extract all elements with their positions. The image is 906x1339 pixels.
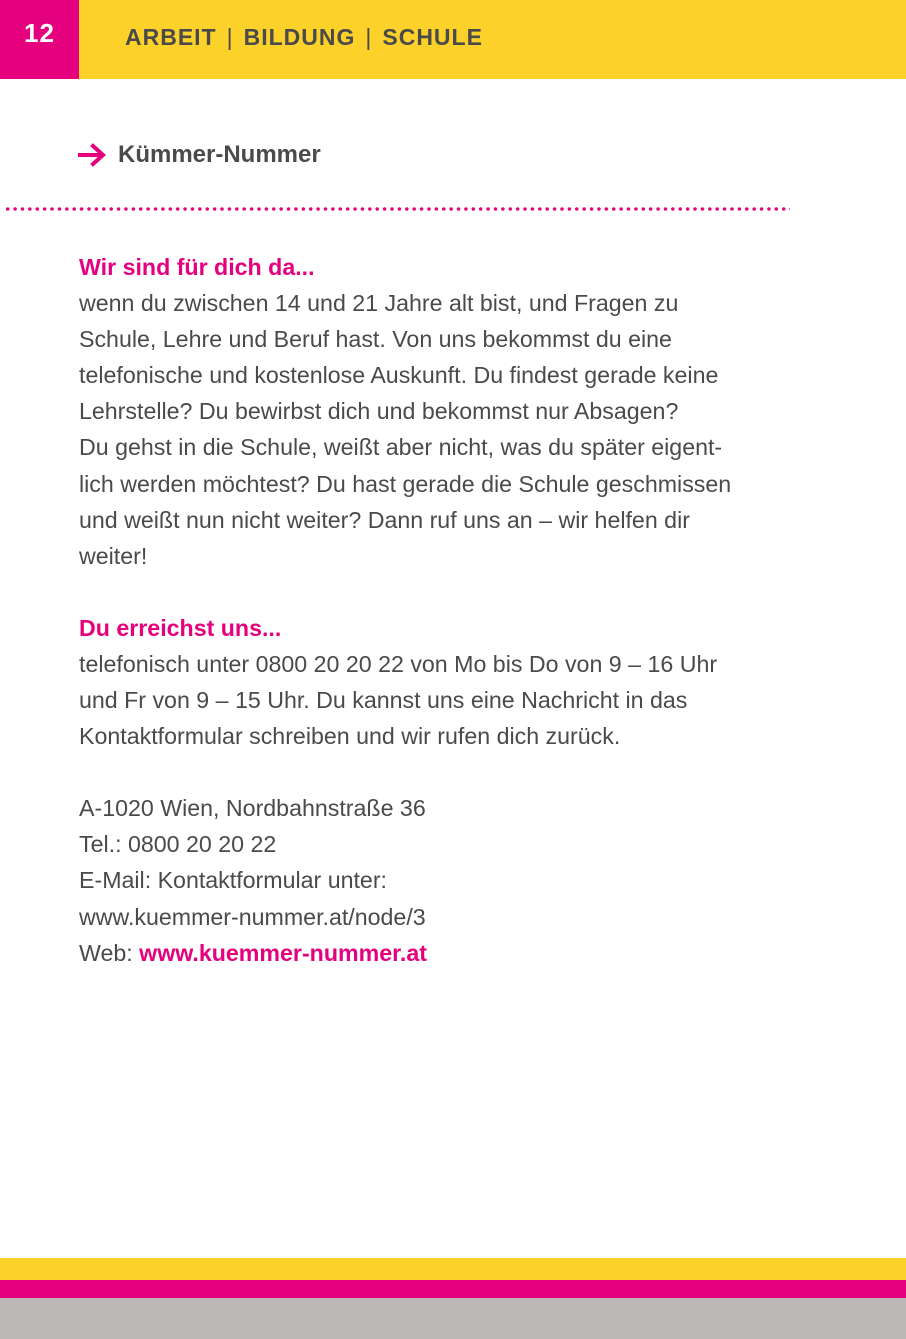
body-line: und weißt nun nicht weiter? Dann ruf uns an – wir helfen dir bbox=[79, 506, 690, 533]
spacer bbox=[79, 574, 799, 610]
body-line: und Fr von 9 – 15 Uhr. Du kannst uns eine Nachricht in das bbox=[79, 687, 688, 714]
footer-stripe-yellow bbox=[0, 1258, 906, 1280]
body-line: Kontaktformular schreiben und wir rufen dich zurück. bbox=[79, 723, 621, 750]
heading-du-erreichst-uns: Du erreichst uns... bbox=[79, 614, 282, 641]
breadcrumb-item-schule: SCHULE bbox=[382, 24, 483, 50]
arrow-right-icon bbox=[78, 142, 108, 168]
body-line: telefonisch unter 0800 20 20 22 von Mo bis Do von 9 – 16 Uhr bbox=[79, 650, 718, 677]
breadcrumb-separator: | bbox=[365, 24, 373, 50]
contact-web-label: Web: bbox=[79, 939, 140, 966]
section-title: Kümmer-Nummer bbox=[118, 141, 321, 168]
section-title-row bbox=[78, 139, 321, 171]
breadcrumb-item-arbeit: ARBEIT bbox=[125, 24, 217, 50]
breadcrumb-separator: | bbox=[226, 24, 234, 50]
spacer bbox=[79, 754, 799, 790]
contact-phone: Tel.: 0800 20 20 22 bbox=[79, 831, 277, 858]
body-line: Lehrstelle? Du bewirbst dich und bekommst nur Absagen? bbox=[79, 398, 679, 425]
breadcrumb-item-bildung: BILDUNG bbox=[243, 24, 356, 50]
breadcrumb bbox=[125, 24, 483, 51]
body-line: wenn du zwischen 14 und 21 Jahre alt bist, und Fragen zu bbox=[79, 290, 679, 317]
page-number: 12 bbox=[24, 18, 55, 48]
body-line: lich werden möchtest? Du hast gerade die Schule geschmissen bbox=[79, 470, 732, 497]
heading-wir-sind-fuer-dich-da: Wir sind für dich da... bbox=[79, 254, 315, 280]
main-content bbox=[79, 249, 799, 971]
body-line: Du gehst in die Schule, weißt aber nicht, was du später eigent- bbox=[79, 434, 723, 461]
dotted-divider bbox=[4, 206, 790, 212]
contact-email-url: www.kuemmer-nummer.at/node/3 bbox=[79, 903, 426, 930]
contact-email-label: E-Mail: Kontaktformular unter: bbox=[79, 867, 387, 894]
contact-address: A-1020 Wien, Nordbahnstraße 36 bbox=[79, 795, 426, 822]
header-bar bbox=[0, 0, 906, 79]
footer-stripe-pink bbox=[0, 1280, 906, 1298]
body-line: weiter! bbox=[79, 542, 148, 569]
contact-web-row bbox=[79, 935, 799, 971]
page-number-box bbox=[0, 0, 79, 79]
body-line: Schule, Lehre und Beruf hast. Von uns bekommst du eine bbox=[79, 326, 672, 353]
body-line: telefonische und kostenlose Auskunft. Du findest gerade keine bbox=[79, 362, 719, 389]
footer-stripe-grey bbox=[0, 1298, 906, 1339]
web-link[interactable]: www.kuemmer-nummer.at bbox=[139, 939, 427, 966]
